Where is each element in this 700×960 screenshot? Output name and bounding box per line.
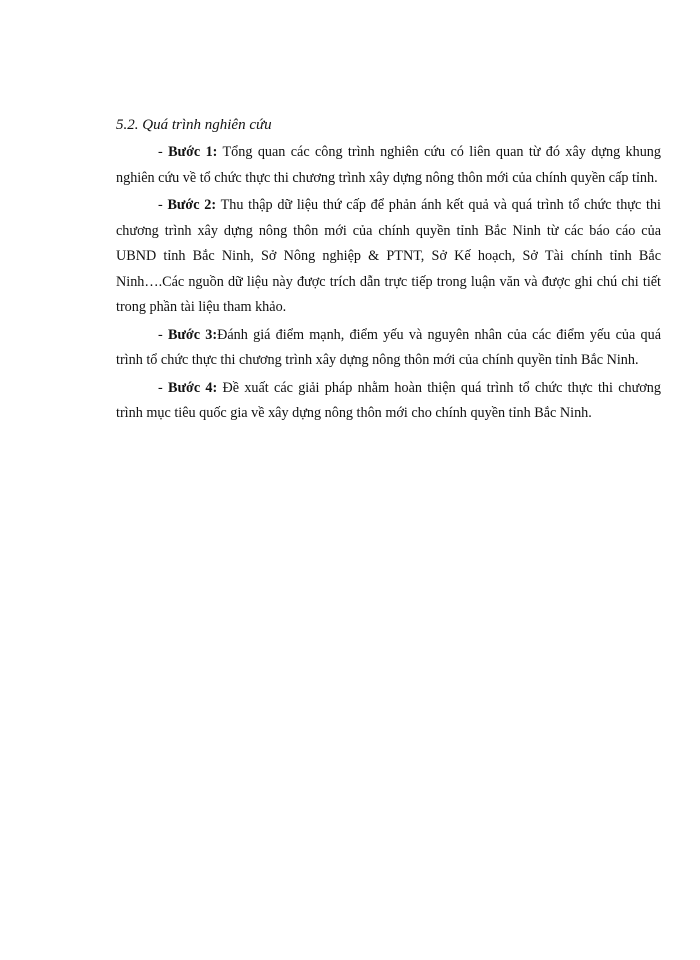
step-1-paragraph (116, 140, 661, 191)
step-3-label: Bước 3: (167, 326, 218, 343)
step-3-prefix: - (158, 326, 168, 343)
step-2-paragraph (116, 193, 661, 321)
step-2-prefix: - (158, 197, 168, 213)
step-2-label: Bước 2: (167, 197, 217, 213)
document-body (116, 112, 661, 429)
step-4-label: Bước 4: (168, 379, 218, 396)
step-4-prefix: - (158, 379, 168, 396)
step-4-text: Đề xuất các giải pháp nhằm hoàn thiện quá trình tổ chức thực thi chương trình mục tiêu quốc gia về xây dựng nông thôn mới cho chính quyền tỉnh Bắc Ninh. (116, 379, 661, 421)
step-3-paragraph (116, 323, 661, 374)
step-3-text: Đánh giá điểm mạnh, điểm yếu và nguyên nhân của các điểm yếu của quá trình tổ chức thực thi chương trình xây dựng nông thôn mới của chính quyền tỉnh Bắc Ninh. (116, 326, 661, 368)
section-heading: 5.2. Quá trình nghiên cứu (116, 117, 272, 133)
step-4-paragraph (116, 376, 661, 427)
step-2-text: Thu thập dữ liệu thứ cấp để phản ánh kết quả và quá trình tổ chức thực thi chương trình xây dựng nông thôn mới của chính quyền tỉnh Bắc Ninh từ các báo cáo của UBND tỉnh Bắc Ninh, Sở Nông nghiệp & PTNT, Sở Kế hoạch, Sở Tài chính tỉnh Bắc Ninh….Các nguồn dữ liệu này được trích dẫn trực tiếp trong luận văn và được ghi chú chi tiết trong phần tài liệu tham khảo. (116, 197, 661, 315)
step-1-prefix: - (158, 144, 169, 160)
step-1-label: Bước 1: (168, 144, 218, 160)
step-1-text: Tổng quan các công trình nghiên cứu có liên quan từ đó xây dựng khung nghiên cứu về tổ chức thực thi chương trình xây dựng nông thôn mới của chính quyền cấp tỉnh. (116, 144, 661, 186)
